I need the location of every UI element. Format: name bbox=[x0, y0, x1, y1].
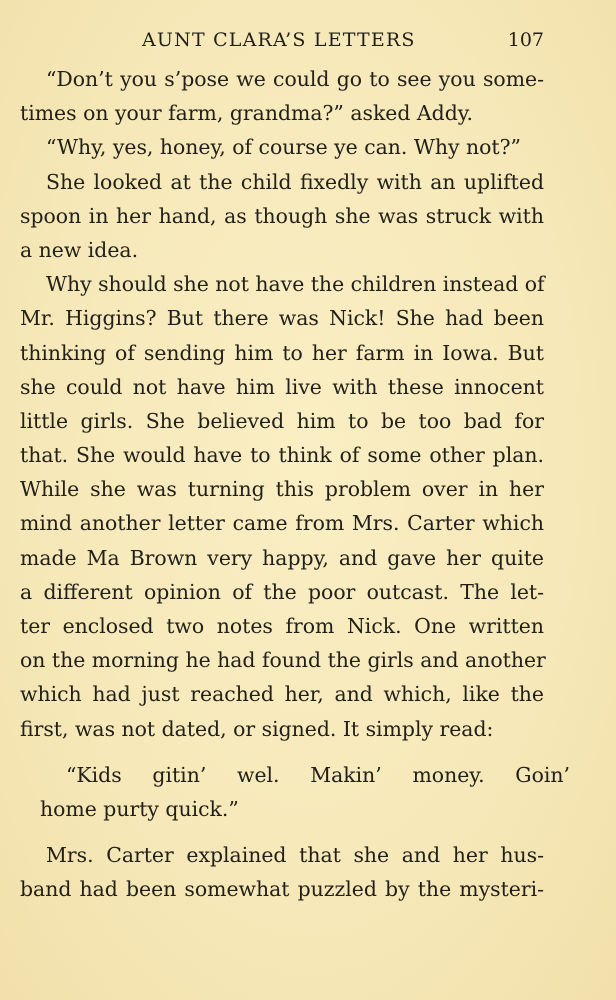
text-line: spoon in her hand, as though she was struck with bbox=[20, 203, 544, 228]
text-line: on the morning he had found the girls and another bbox=[20, 648, 546, 673]
paragraph bbox=[20, 838, 544, 906]
text-line: Why should she not have the children instead of bbox=[46, 272, 545, 297]
text-line: a new idea. bbox=[20, 237, 139, 262]
quote-line: home purty quick.” bbox=[40, 796, 239, 821]
text-line: little girls. She believed him to be too bad for bbox=[20, 408, 544, 433]
text-line: ter enclosed two notes from Nick. One written bbox=[20, 614, 544, 638]
text-line: a different opinion of the poor outcast. The let- bbox=[20, 579, 544, 604]
text-line: times on your farm, grandma?” asked Addy. bbox=[20, 101, 474, 126]
text-line: made Ma Brown very happy, and gave her quite bbox=[20, 545, 544, 570]
body-text bbox=[20, 62, 570, 907]
running-title: AUNT CLARA’S LETTERS bbox=[142, 29, 416, 51]
text-line: She looked at the child fixedly with an uplifted bbox=[46, 169, 544, 194]
text-line: band had been somewhat puzzled by the mysteri- bbox=[20, 877, 544, 902]
text-line: “Why, yes, honey, of course ye can. Why not?” bbox=[46, 135, 521, 160]
text-line: she could not have him live with these innocent bbox=[20, 374, 544, 399]
paragraph bbox=[20, 130, 544, 164]
quote-line: “Kids gitin’ wel. Makin’ money. Goin’ bbox=[66, 762, 570, 787]
text-line: Mrs. Carter explained that she and her hus- bbox=[46, 843, 544, 868]
text-line: that. She would have to think of some other plan. bbox=[20, 443, 544, 468]
paragraph bbox=[20, 62, 544, 130]
text-line: mind another letter came from Mrs. Carter which bbox=[20, 511, 544, 536]
page-number: 107 bbox=[507, 29, 544, 51]
text-line: thinking of sending him to her farm in Iowa. But bbox=[20, 340, 544, 365]
text-line: “Don’t you s’pose we could go to see you some- bbox=[46, 67, 544, 91]
text-line: While she was turning this problem over in her bbox=[20, 477, 544, 502]
running-head bbox=[0, 29, 616, 55]
block-quote bbox=[20, 758, 570, 826]
paragraph bbox=[20, 165, 544, 268]
text-line: which had just reached her, and which, like the bbox=[20, 682, 544, 707]
text-line: Mr. Higgins? But there was Nick! She had been bbox=[20, 306, 544, 331]
text-line: first, was not dated, or signed. It simply read: bbox=[20, 716, 494, 741]
paragraph bbox=[20, 267, 544, 746]
